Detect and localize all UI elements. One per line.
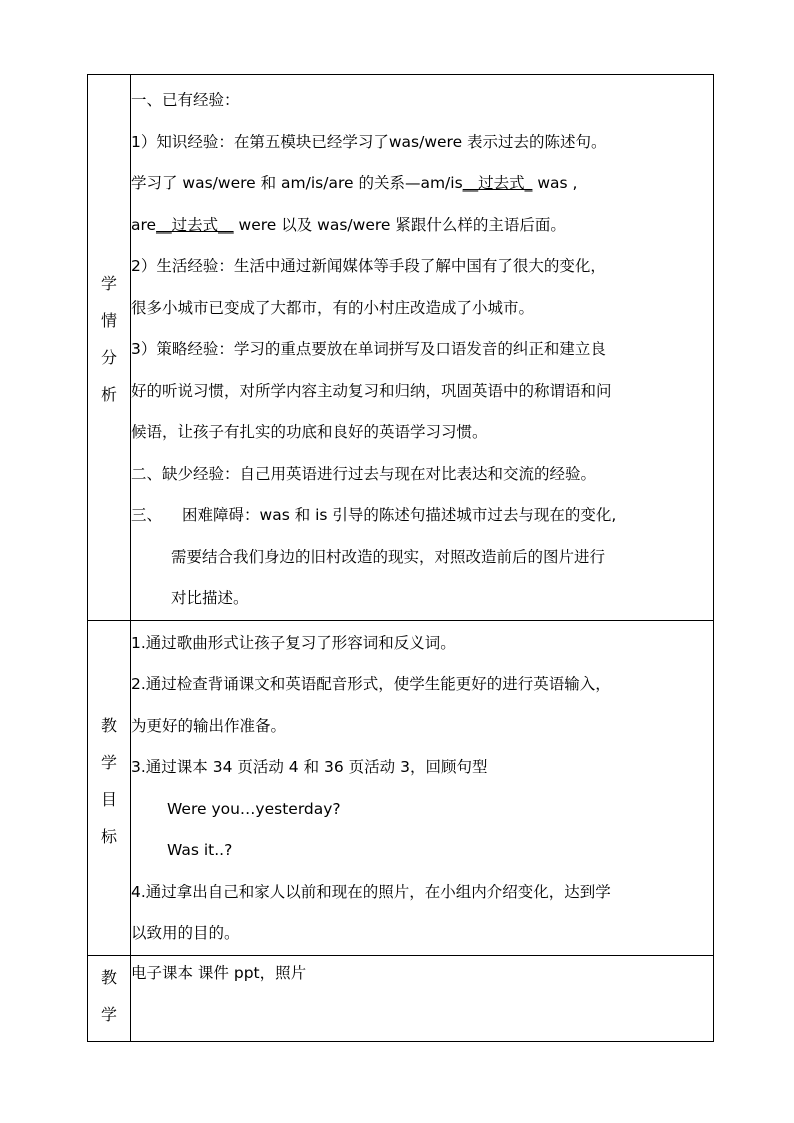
heading-char: 析: [100, 385, 117, 404]
heading-char: 教: [100, 715, 117, 735]
text-line: 对比描述。: [171, 589, 249, 607]
text-line: 候语，让孩子有扎实的功底和良好的英语学习习惯。: [131, 423, 488, 441]
text-line: 1.通过歌曲形式让孩子复习了形容词和反义词。: [131, 633, 456, 652]
text-line: [131, 495, 713, 537]
text-line: 为更好的输出作准备。: [131, 716, 287, 735]
fill-in-blank: __过去式__: [156, 215, 234, 234]
section-content-mubiao: [131, 620, 714, 955]
table-row-jiaoxue: [88, 955, 714, 1041]
section-content-xueqing: [131, 75, 714, 621]
text-line: 4.通过拿出自己和家人以前和现在的照片，在小组内介绍变化，达到学: [131, 882, 611, 901]
text-fragment: 困难障碍：was 和 is 引导的陈述句描述城市过去与现在的变化,: [182, 506, 617, 524]
text-line: 以致用的目的。: [131, 924, 240, 942]
section-heading-mubiao: [88, 620, 131, 955]
text-line: 1）知识经验：在第五模块已经学习了was/were 表示过去的陈述句。: [131, 132, 607, 151]
section-heading-xueqing: [88, 75, 131, 621]
text-fragment: were 以及 was/were 紧跟什么样的主语后面。: [238, 215, 566, 234]
text-line: 2）生活经验：生活中通过新闻媒体等手段了解中国有了很大的变化，: [131, 257, 606, 275]
text-fragment: was ,: [537, 174, 578, 192]
lesson-plan-table: [87, 74, 714, 1042]
heading-char: 目: [100, 789, 117, 809]
heading-char: 学: [100, 274, 117, 293]
section-content-jiaoxue: [131, 955, 714, 1041]
table-row-xueqing: [88, 75, 714, 621]
heading-char: 学: [100, 1004, 117, 1024]
text-line: Was it..?: [167, 841, 233, 859]
section-heading-jiaoxue: [88, 955, 131, 1041]
heading-char: 分: [100, 348, 117, 367]
text-line: [131, 205, 713, 247]
text-line: 一、已有经验：: [131, 91, 240, 109]
text-line: [131, 163, 713, 205]
text-line: 好的听说习惯，对所学内容主动复习和归纳，巩固英语中的称谓语和问: [131, 381, 612, 400]
text-fragment: are: [131, 215, 157, 234]
heading-char: 情: [100, 311, 117, 330]
text-fragment: 学习了 was/were 和 am/is/are 的关系—am/is: [131, 174, 463, 192]
text-line: 2.通过检查背诵课文和英语配音形式，使学生能更好的进行英语输入，: [131, 675, 611, 693]
text-line: 3.通过课本 34 页活动 4 和 36 页活动 3，回顾句型: [131, 758, 488, 776]
text-line: 很多小城市已变成了大都市，有的小村庄改造成了小城市。: [131, 298, 535, 317]
text-line: Were you…yesterday?: [167, 799, 341, 818]
text-line: 电子课本 课件 ppt，照片: [131, 963, 307, 982]
heading-char: 教: [100, 967, 117, 987]
fill-in-blank: __过去式_: [462, 174, 533, 192]
text-line: 二、缺少经验：自己用英语进行过去与现在对比表达和交流的经验。: [131, 464, 597, 483]
heading-char: 标: [100, 826, 117, 846]
heading-char: 学: [100, 752, 117, 772]
text-line: 需要结合我们身边的旧村改造的现实，对照改造前后的图片进行: [171, 547, 606, 566]
table-row-mubiao: [88, 620, 714, 955]
list-number: 三、: [131, 506, 163, 524]
text-line: 3）策略经验：学习的重点要放在单词拼写及口语发音的纠正和建立良: [131, 340, 606, 358]
